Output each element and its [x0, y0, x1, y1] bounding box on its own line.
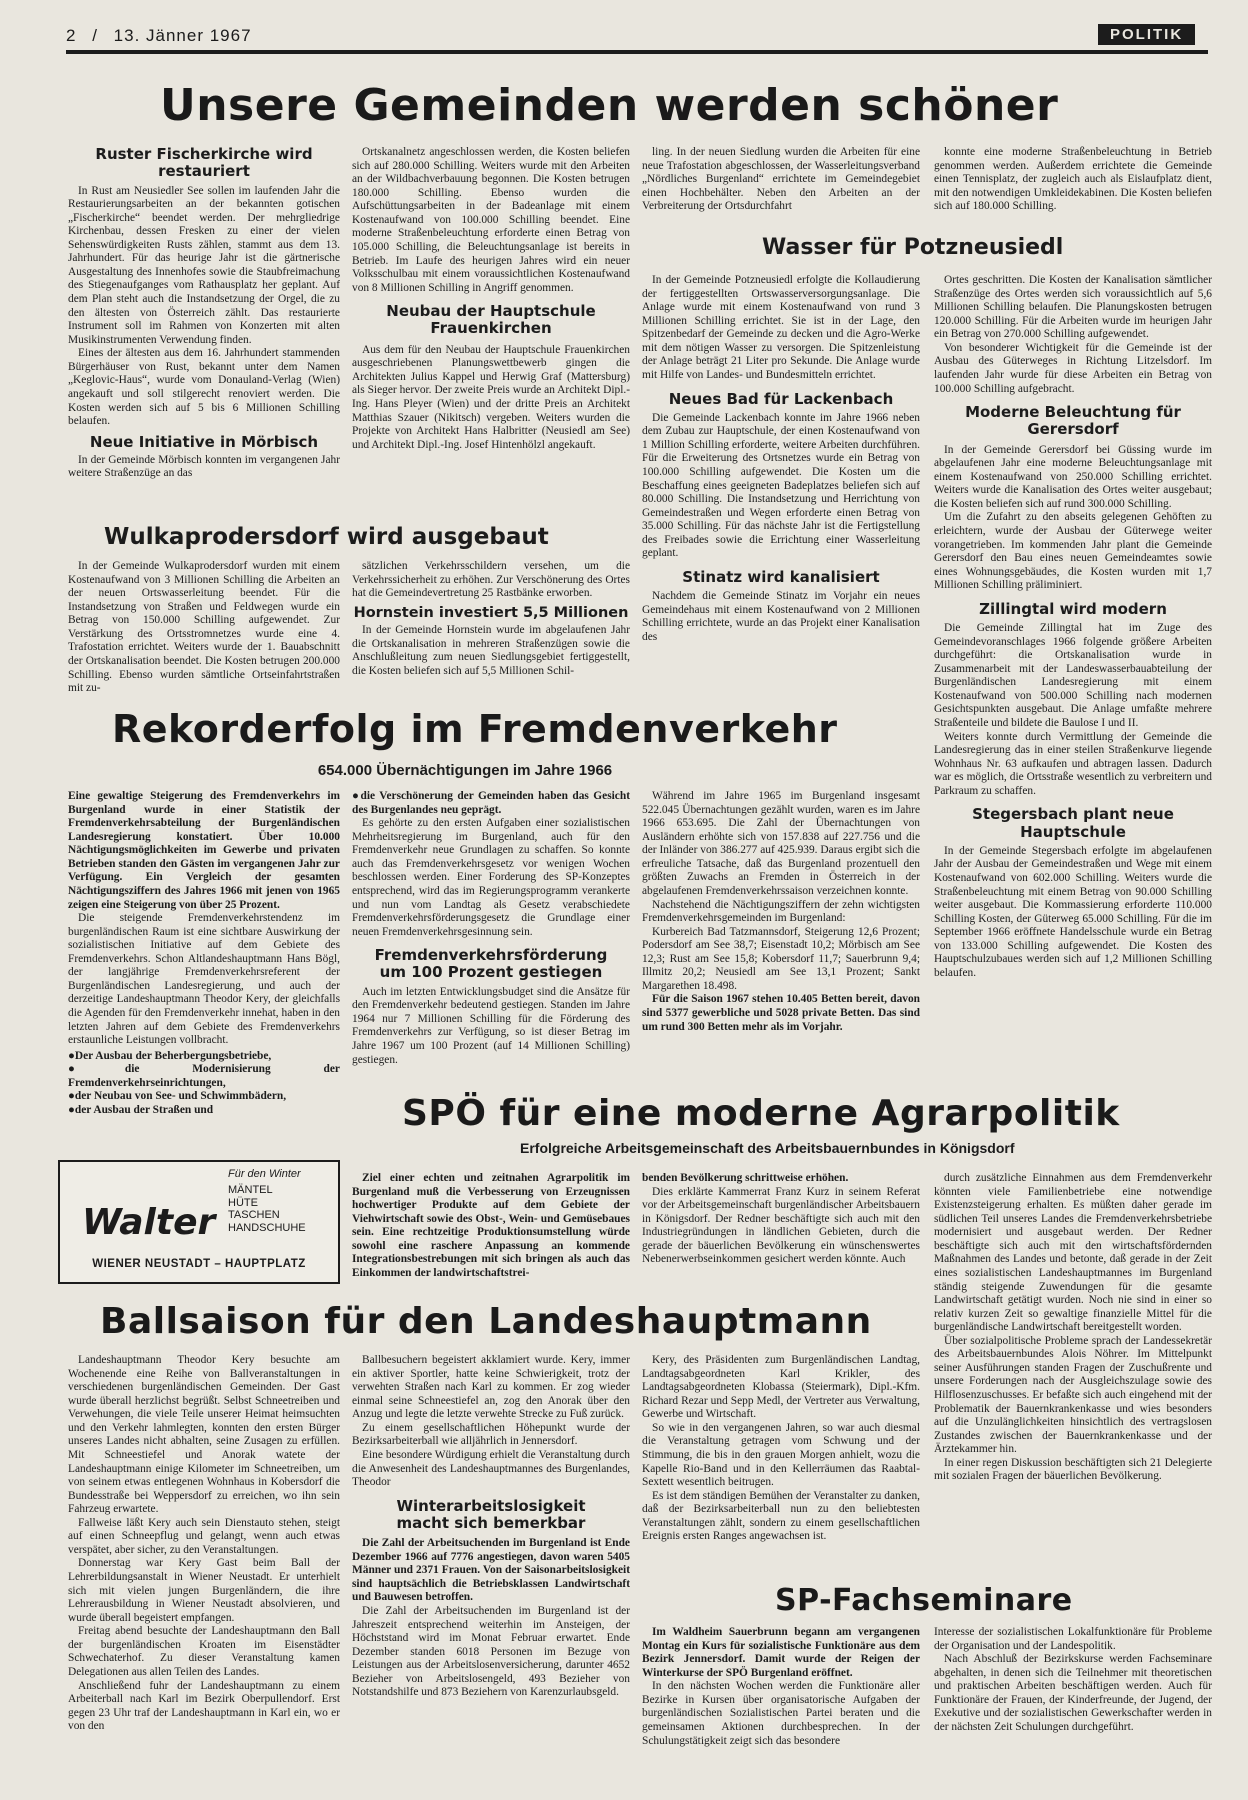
- subheadline-uebernaechtigungen: 654.000 Übernächtigungen im Jahre 1966: [317, 762, 613, 779]
- paragraph: Die Gemeinde Lackenbach konnte im Jahre 1966 neben dem Zubau zur Hauptschule, der einen Kostenaufwand von 1 Million Schilling erforderte, weitere Arbeiten durchführen. Für die Erweiterung des Ortsnetzes wurde ein Betrag von 100.000 Schilling aufgewendet. Die Kosten um die Beschaffung eines geeigneten Badeplatzes beliefen sich auf 80.000 Schilling. Die Instandsetzung und Herrichtung von Gemeindestraßen und Wegen erforderte einen Betrag von 35.000 Schilling. Für das nächste Jahr ist die Fertigstellung des Freibades sowie die Errichtung einer Wasserleitung geplant.: [642, 411, 920, 560]
- paragraph: Donnerstag war Kery Gast beim Ball der Lehrerbildungsanstalt in Wiener Neustadt. Er unterhielt sich mit vielen jungen Burgenländern, die ihre Lehrerausbildung in Wiener Neustadt absolvieren, und wurde überall begeistert empfangen.: [68, 1557, 340, 1624]
- article-fremdenverkehr-col-3: [642, 790, 920, 1080]
- paragraph: Interesse der sozialistischen Lokalfunktionäre für Probleme der Organisation und der Landespolitik.: [934, 1626, 1212, 1652]
- article-ballsaison-col-2: [352, 1354, 630, 1790]
- paragraph-bold: Die Zahl der Arbeitsuchenden im Burgenland ist Ende Dezember 1966 auf 7776 angestiegen, davon waren 5405 Männer und 2371 Frauen. Von der Saisonarbeitslosigkeit sind hauptsächlich die Betriebsklassen Landwirtschaft und Bauwesen betroffen.: [352, 1537, 630, 1604]
- article-gemeinden-col-4-top: [934, 146, 1212, 226]
- paragraph: So wie in den vergangenen Jahren, so war auch diesmal die Veranstaltung getragen vom Schwung und der Stimmung, die bis in den grauen Morgen anhielt, wozu die Kapelle Rio-Band und in den Kellerräumen das Raabtal-Sextett wesentlich beitrugen.: [642, 1421, 920, 1489]
- article-agrarpolitik-col-3: [642, 1172, 920, 1292]
- paragraph: ling. In der neuen Siedlung wurden die Arbeiten für eine neue Trafostation abgeschlossen, der Wasserleitungsverband „Nördliches Burgenland“ errichtete im Gemeindegebiet einen Hochbehälter. Neben den Arbeiten an der Verbreiterung der Ortsdurchfahrt: [642, 146, 920, 213]
- subheading-ruster-fischerkirche: Ruster Fischerkirche wird restauriert: [95, 146, 313, 181]
- advertisement-walter: [58, 1160, 340, 1284]
- ad-for-winter: Für den Winter: [228, 1168, 301, 1180]
- paragraph: konnte eine moderne Straßenbeleuchtung in Betrieb genommen werden. Außerdem errichtete die Gemeinde einen Tennisplatz, der zugleich auch als Eislaufplatz dient, mit den notwendigen Umkleidekabinen. Die Kosten beliefen sich auf 180.000 Schilling.: [934, 146, 1212, 213]
- subheading-moerbisch: Neue Initiative in Mörbisch: [89, 432, 319, 451]
- paragraph: Nachstehend die Nächtigungsziffern der zehn wichtigsten Fremdenverkehrsgemeinden im Burgenland:: [642, 898, 920, 925]
- paragraph: In einer regen Diskussion beschäftigten sich 21 Delegierte mit sozialen Fragen der bäuerlichen Bevölkerung.: [934, 1456, 1212, 1483]
- ad-item-list: MÄNTEL HÜTE TASCHEN HANDSCHUHE: [228, 1184, 306, 1234]
- paragraph: In den nächsten Wochen werden die Funktionäre aller Bezirke in Kursen über organisatorische Aufgaben der burgenländischen Sozialistischen Partei beraten und die gemeinsamen Aktionen durchbesprechen. In der Schulungstätigkeit zeigt sich das besondere: [642, 1680, 920, 1747]
- lead-paragraph: Im Waldheim Sauerbrunn begann am vergangenen Montag ein Kurs für sozialistische Funktionäre aus dem Bezirk Jennersdorf. Damit wurde der Reigen der Winterkurse der SPÖ Burgenland eröffnet.: [642, 1626, 920, 1679]
- bullet-item: ● die Modernisierung der Fremdenverkehrseinrichtungen,: [68, 1063, 340, 1090]
- paragraph: In der Gemeinde Wulkaprodersdorf wurden mit einem Kostenaufwand von 3 Millionen Schilling die Arbeiten an der neuen Ortswasserleitung beendet. Für die Instandsetzung von Straßen und Feldwegen wurde ein Betrag von 150.000 Schilling aufgewendet. Zur Verstärkung des Ortsstromnetzes wurde eine 4. Trafostation errichtet. Weiters wurde der 1. Bauabschnitt der Ortskanalisation beendet. Die Kosten betrugen 200.000 Schilling. Ebenso wurden sämtliche Ortseinfahrtstraßen mit zu-: [68, 560, 340, 695]
- page-number: 2: [66, 26, 77, 45]
- paragraph: Eines der ältesten aus dem 16. Jahrhundert stammenden Bürgerhäuser von Rust, bekannt unter dem Namen „Keglovic-Haus“, wurde vom Donauland-Verlag (Wien) angekauft und soll stilgerecht renoviert werden. Die Kosten werden sich auf 5 bis 6 Millionen Schilling belaufen.: [68, 347, 340, 428]
- paragraph: durch zusätzliche Einnahmen aus dem Fremdenverkehr könnten viele Familienbetriebe eine notwendige Existenzsteigerung erhalten. Es müßten daher gerade im südlichen Teil unseres Landes die Fremdenverkehrsbetriebe modernisiert und ausgebaut werden. Der Redner beschäftigte sich auch mit den wirtschaftsfördernden Maßnahmen des Landes und betonte, daß gerade in der Zeit eines sozialistischen Landeshauptmannes im Burgenland ständig steigende Zuwendungen für die gesamte Landwirtschaft getätigt wurden. Noch nie sind in einer so relativ kurzen Zeit so gewaltige finanzielle Mittel für die burgenländische Landwirtschaft bereitgestellt worden.: [934, 1172, 1212, 1334]
- article-ballsaison-col-3: [642, 1354, 920, 1586]
- article-wulkaprodersdorf-col-2: [352, 560, 630, 698]
- paragraph: In der Gemeinde Mörbisch konnten im vergangenen Jahr weitere Straßenzüge an das: [68, 453, 340, 480]
- headline-wulkaprodersdorf: Wulkaprodersdorf wird ausgebaut: [104, 524, 549, 550]
- paragraph: In Rust am Neusiedler See sollen im laufenden Jahr die Restaurierungsarbeiten an der bekannten gotischen „Fischerkirche“ beendet werden. Der mehrgliedrige Kirchenbau, dessen Fresken zu einer der vielen Sehenswürdigkeiten Rusts zählen, stammt aus dem 13. Jahrhundert. Für das heurige Jahr ist die gärtnerische Ausgestaltung des Innenhofes sowie die Staubfreimachung des Stiegenaufganges vom Rathausplatz her geplant. Auf dem Plan steht auch die Instandsetzung der Orgel, die zu den ältesten von Österreich zählt. Das restaurierte Instrument soll im Rahmen von Konzerten mit alten Musikinstrumenten Verwendung finden.: [68, 184, 340, 346]
- paragraph: In der Gemeinde Hornstein wurde im abgelaufenen Jahr die Ortskanalisation in mehreren Straßenzügen sowie die Anschlußleitung zum neuen Siedlungsgebiet fertiggestellt, die Kosten beliefen sich auf 5,5 Millionen Schil-: [352, 624, 630, 678]
- paragraph-bold: benden Bevölkerung schrittweise erhöhen.: [642, 1172, 849, 1184]
- paragraph: Kery, des Präsidenten zum Burgenländischen Landtag, Landtagsabgeordneten Karl Krikler, des Landtagsabgeordneten Klobassa (Steiermark), Dipl.-Kfm. Richard Rezar und Sepp Medl, der Vertreter aus Verwaltung, Gewerbe und Wirtschaft.: [642, 1354, 920, 1421]
- paragraph: Die Zahl der Arbeitsuchenden im Burgenland ist der Jahreszeit entsprechend weiterhin im Ansteigen, der Höchststand wird im Monat Februar erwartet. Ende Dezember standen 6018 Personen im Bezuge von Leistungen aus der Arbeitslosenversicherung, darunter 4652 Bezieher von Arbeitslosengeld, 493 Bezieher von Notstandshilfe und 873 Beziehern von Karenzurlaubsgeld.: [352, 1604, 630, 1699]
- article-gemeinden-col-2: [352, 146, 630, 510]
- ad-address: WIENER NEUSTADT – HAUPTPLATZ: [92, 1258, 306, 1270]
- article-fremdenverkehr-col-1: [68, 790, 340, 1140]
- article-fremdenverkehr-col-2: [352, 790, 630, 1080]
- paragraph: In der Gemeinde Gerersdorf bei Güssing wurde im abgelaufenen Jahr eine moderne Beleuchtungsanlage mit einem Kostenaufwand von 250.000 Schilling errichtet. Weiters wurde die Kanalisation des Ortes weiter ausgebaut; die Kosten beliefen sich auf rund 300.000 Schilling.: [934, 443, 1212, 510]
- paragraph: Ortes geschritten. Die Kosten der Kanalisation sämtlicher Straßenzüge des Ortes werden sich voraussichtlich auf 5,6 Millionen Schilling belaufen. Die Planungskosten betrugen 120.000 Schilling. Für die Arbeiten wurde im heurigen Jahr ein Betrag von 270.000 Schilling aufgewendet.: [934, 274, 1212, 341]
- bullet-item: ● Der Ausbau der Beherbergungsbetriebe,: [68, 1050, 340, 1064]
- headline-ballsaison: Ballsaison für den Landeshauptmann: [100, 1301, 872, 1342]
- paragraph: Nach Abschluß der Bezirkskurse werden Fachseminare abgehalten, in denen sich die Teilnehmer mit theoretischen und praktischen Arbeiten beschäftigen werden. Auch für Funktionäre der Frauen, der Kinderfreunde, der Jugend, der Exekutive und der sozialistischen Gewerkschafter werden in der nächsten Zeit Schulungen durchgeführt.: [934, 1653, 1212, 1733]
- paragraph: Ballbesuchern begeistert akklamiert wurde. Kery, immer ein aktiver Sportler, hatte keine Schwierigkeit, trotz der verwehten Straßen nach Karl zu kommen. Er zog wieder einmal seine Schneestiefel an, zog den Anorak über den Anzug und legte die letzte verwehte Strecke zu Fuß zurück.: [352, 1354, 630, 1421]
- headline-potzneusiedl: Wasser für Potzneusiedl: [762, 235, 1064, 260]
- article-gemeinden-col-3: [642, 274, 920, 698]
- headline-agrarpolitik: SPÖ für eine moderne Agrarpolitik: [402, 1093, 1120, 1134]
- subheading-hornstein: Hornstein investiert 5,5 Millionen: [353, 604, 629, 621]
- header-separator: /: [92, 26, 98, 45]
- paragraph-bold: Für die Saison 1967 stehen 10.405 Betten bereit, davon sind 5377 gewerbliche und 5028 private Betten. Das sind um rund 300 Betten mehr als im Vorjahr.: [642, 993, 920, 1033]
- headline-fremdenverkehr: Rekorderfolg im Fremdenverkehr: [112, 707, 838, 751]
- lead-paragraph: Ziel einer echten und zeitnahen Agrarpolitik im Burgenland muß die Verbesserung von Erzeugnissen hochwertiger Produkte auf dem Gebiete der Viehwirtschaft sowie des Obst-, Wein- und Gemüsebaues sein. Eine rechtzeitige Produktionsumstellung würde sowohl eine raschere Anpassung an kommende Integrationsbestrebungen mit sich bringen als auch das Einkommen der landwirtschaftstrei-: [352, 1172, 630, 1279]
- paragraph: Um die Zufahrt zu den abseits gelegenen Gehöften zu erleichtern, wurde der Ausbau der Güterwege weiter vorangetrieben. Im kommenden Jahr plant die Gemeinde Gerersdorf den Bau eines neuen Gemeindeamtes sowie eines Wohnungsgebäudes, die Kosten wurden mit 1,7 Millionen Schilling präliminiert.: [934, 511, 1212, 592]
- article-fachseminare-col-3: [642, 1626, 920, 1790]
- paragraph: In der Gemeinde Potzneusiedl erfolgte die Kollaudierung der fertiggestellten Ortswasserversorgungsanlage. Die Anlage wurde mit einem Kostenaufwand von rund 3 Millionen Schilling errichtet. Sie ist in der Lage, den Spitzenbedarf der Gemeinde zu decken und die Agro-Werke mit dem nötigen Wasser zu versorgen. Die Spitzenleistung der Anlage beträgt 21 Liter pro Sekunde. Die Anlage wurde mit Hilfe von Landes- und Bundesmitteln errichtet.: [642, 274, 920, 381]
- paragraph: Landeshauptmann Theodor Kery besuchte am Wochenende eine Reihe von Ballveranstaltungen in verschiedenen burgenländischen Gemeinden. Der Gast wurde überall herzlichst begrüßt. Selbst Schneetreiben und Verwehungen, die viele Teile unserer Heimat heimsuchten und den Verkehr lahmlegten, konnten den ersten Bürger unseres Landes nicht abhalten, seine Zusagen zu erfüllen. Mit Schneestiefel und Anorak watete der Landeshauptmann einige Kilometer im Schneetreiben, um von seinem etwas entlegenen Wohnhaus in Kobersdorf die Bundesstraße bei Weppersdorf zu erreichen, wo ihn sein Fahrzeug erwartete.: [68, 1354, 340, 1516]
- header-rule: [66, 50, 1208, 54]
- paragraph: Die steigende Fremdenverkehrstendenz im burgenländischen Raum ist eine sichtbare Auswirkung der sozialistischen Initiative auf dem Gebiete des Fremdenverkehrs. Schon Altlandeshauptmann Hans Bögl, der langjährige Fremdenverkehrsreferent der Burgenländischen Landesregierung, und auch der derzeitige Landeshauptmann Theodor Kery, der gleichfalls die Agenden für den Fremdenverkehr innehat, haben in den letzten Jahren auf dem Gebiete des Fremdenverkehrs erstaunliche Leistungen vollbracht.: [68, 912, 340, 1047]
- paragraph: Ortskanalnetz angeschlossen werden, die Kosten beliefen sich auf 280.000 Schilling. Weiters wurde mit den Arbeiten an der Wildbachverbauung begonnen. Die Kosten betrugen 180.000 Schilling. Ebenso wurden die Aufschüttungsarbeiten in der Badeanlage mit einem Kostenaufwand von 100.000 Schilling beendet. Eine moderne Straßenbeleuchtung erforderte einen Betrag von 105.000 Schilling, die Beleuchtungsanlage ist bereits in Betrieb. Im Laufe des heurigen Jahres wird ein neuer Volksschulbau mit einem voraussichtlichen Kostenaufwand von 8 Millionen Schilling in Angriff genommen.: [352, 146, 630, 294]
- paragraph: Von besonderer Wichtigkeit für die Gemeinde ist der Ausbau des Güterweges in Richtung Litzelsdorf. Im laufenden Jahr wurde für diese Arbeiten ein Betrag von 100.000 Schilling aufgebracht.: [934, 341, 1212, 395]
- paragraph: Es ist dem ständigen Bemühen der Veranstalter zu danken, daß der Bezirksarbeiterball nun zu den beliebtesten Veranstaltungen zählt, sondern zu einem gesellschaftlichen Ereignis ersten Ranges angewachsen ist.: [642, 1489, 920, 1543]
- subheadline-arbeitsbauernbund: Erfolgreiche Arbeitsgemeinschaft des Arbeitsbauernbundes in Königsdorf: [520, 1140, 1015, 1156]
- headline-fachseminare: SP-Fachseminare: [775, 1583, 1073, 1618]
- subheading-winterarbeitslosigkeit: Winterarbeitslosigkeit macht sich bemerkbar: [396, 1496, 586, 1532]
- paragraph: Zu einem gesellschaftlichen Höhepunkt wurde der Bezirksarbeiterball wie alljährlich in Jennersdorf.: [352, 1421, 630, 1448]
- article-wulkaprodersdorf-col-1: [68, 560, 340, 698]
- subheading-foerderung: Fremdenverkehrsförderung um 100 Prozent gestiegen: [374, 946, 608, 982]
- bullet-item: ● die Verschönerung der Gemeinden haben das Gesicht des Burgenlandes neu geprägt.: [352, 790, 630, 817]
- paragraph: In der Gemeinde Stegersbach erfolgte im abgelaufenen Jahr der Ausbau der Gemeindestraßen und Wege mit einem Kostenaufwand von 602.000 Schilling. Weiters wurde die Straßenbeleuchtung mit einem Betrag von 90.000 Schilling weiter ausgebaut. Die Kommassierung erforderte 110.000 Schilling Kosten, der Güterweg 65.000 Schilling. Für die im September 1966 eröffnete Handelsschule wurde ein Betrag von 133.000 Schilling aufgewendet. Die Kosten des Hauptschulzubaues werden sich auf 1,2 Millionen Schilling belaufen.: [934, 844, 1212, 979]
- paragraph: Die Gemeinde Zillingtal hat im Zuge des Gemeindevoranschlages 1966 folgende größere Arbeiten durchgeführt: die Ortskanalisation wurde in Zusammenarbeit mit der Landeswasserbauabteilung der Burgenländischen Landesregierung mit einem Kostenaufwand von 500.000 Schilling nach modernen Gesichtspunkten ausgebaut. Die Anlage umfaßte mehrere Straßenteile und bildete die Baulose I und II.: [934, 622, 1212, 729]
- paragraph: sätzlichen Verkehrsschildern versehen, um die Verkehrssicherheit zu erhöhen. Zur Verschönerung des Ortes hat die Gemeindevertretung 25 Rastbänke erworben.: [352, 560, 630, 600]
- paragraph: Weiters konnte durch Vermittlung der Gemeinde die Landesregierung das in einer steilen Straßenkurve liegende Wohnhaus Nr. 63 aufkaufen und abtragen lassen. Dadurch war es möglich, die Ortsstraße wesentlich zu verbreitern und Parkraum zu schaffen.: [934, 730, 1212, 797]
- article-agrarpolitik-col-4: [934, 1172, 1212, 1552]
- paragraph: Nachdem die Gemeinde Stinatz im Vorjahr ein neues Gemeindehaus mit einem Kostenaufwand von 2 Millionen Schilling errichtete, wurde an das Projekt einer Kanalisation des: [642, 590, 920, 643]
- subheading-hauptschule-frauenkirchen: Neubau der Hauptschule Frauenkirchen: [386, 302, 596, 338]
- bullet-list-continued: [352, 790, 630, 817]
- bullet-list: [68, 1050, 340, 1118]
- paragraph: Fallweise läßt Kery auch sein Dienstauto stehen, steigt auf einen Schneepflug und gelangt, wenn auch etwas verspätet, aber sicher, zu den Veranstaltungen.: [68, 1516, 340, 1556]
- subheading-stinatz: Stinatz wird kanalisiert: [682, 567, 880, 586]
- subheading-zillingtal: Zillingtal wird modern: [979, 599, 1167, 618]
- paragraph: Eine besondere Würdigung erhielt die Veranstaltung durch die Anwesenheit des Landeshauptmannes des Burgenlandes, Theodor: [352, 1448, 630, 1489]
- article-ballsaison-col-1: [68, 1354, 340, 1790]
- article-gemeinden-col-3-top: [642, 146, 920, 226]
- paragraph: Aus dem für den Neubau der Hauptschule Frauenkirchen ausgeschriebenen Planungswettbewerb gingen die Architekten Julius Kappel und Herwig Graf (Mattersburg) als Sieger hervor. Der zweite Preis wurde an Architekt Dipl.-Ing. Hans Pleyer (Wien) und der dritte Preis an Architekt Matthias Szauer (Nikitsch) vergeben. Weiters wurden die Projekte von Architekt Hans Halbritter (Neusiedl am See) und Architekt Dipl.-Ing. Josef Hintenhölzl angekauft.: [352, 343, 630, 451]
- subheading-lackenbach: Neues Bad für Lackenbach: [668, 389, 894, 408]
- article-gemeinden-col-4: [934, 274, 1212, 1088]
- lead-paragraph: Eine gewaltige Steigerung des Fremdenverkehrs im Burgenland wurde in einer Statistik der Fremdenverkehrsabteilung der Burgenländischen Landesregierung konstatiert. Über 10.000 Nächtigungsmöglichkeiten im Gewerbe und privaten Betrieben standen den Gästen im vergangenen Jahr zur Verfügung. Ein Vergleich der gesamten Nächtigungsziffern des Jahres 1966 mit jenen von 1965 zeigen eine Steigerung von über 25 Prozent.: [68, 790, 340, 911]
- bullet-item: ● der Ausbau der Straßen und: [68, 1104, 340, 1118]
- article-agrarpolitik-col-2: [352, 1172, 630, 1292]
- page-header-date-line: [66, 26, 252, 46]
- paragraph: Über sozialpolitische Probleme sprach der Landessekretär des Arbeitsbauernbundes Alois Nöhrer. Im Mittelpunkt seiner Ausführungen standen Fragen der Zuschußrente und unsere Forderungen nach der Ausgleichszulage sowie des Hilflosenzuschusses. Er befaßte sich auch eingehend mit der Problematik der Bauernkrankenkasse und wies besonders auf die Unzulänglichkeiten hinsichtlich des vertragslosen Zustandes zwischen der Bauernkrankenkasse und der Ärztekammer hin.: [934, 1334, 1212, 1456]
- paragraph: Anschließend fuhr der Landeshauptmann zu einem Arbeiterball nach Karl im Bezirk Oberpullendorf. Erst gegen 23 Uhr traf der Landeshauptmann in Karl ein, wo er von den: [68, 1679, 340, 1733]
- article-fachseminare-col-4: [934, 1626, 1212, 1790]
- subheading-gerersdorf: Moderne Beleuchtung für Gerersdorf: [965, 403, 1181, 439]
- paragraph: Auch im letzten Entwicklungsbudget sind die Ansätze für den Fremdenverkehr bedeutend gestiegen. Standen im Jahre 1964 nur 7 Millionen Schilling für die Förderung des Fremdenverkehrs zur Verfügung, so ist dieser Betrag im Jahre 1967 um 100 Prozent (auf 14 Millionen Schilling) gestiegen.: [352, 985, 630, 1066]
- section-rubric: POLITIK: [1098, 24, 1195, 45]
- paragraph: Dies erklärte Kammerrat Franz Kurz in seinem Referat vor der Arbeitsgemeinschaft burgenländischer Arbeitsbauern in Königsdorf. Der Redner beschäftigte sich auch mit den Industriegründungen in ländlichen Gebieten, durch die gerade der bäuerlichen Bevölkerung ein wünschenswertes Nebenerwerbseinkommen gesichert werden könnte. Auch: [642, 1185, 920, 1266]
- paragraph: Während im Jahre 1965 im Burgenland insgesamt 522.045 Übernachtungen gezählt wurden, waren es im Jahre 1966 653.695. Die Zahl der Übernachtungen von Ausländern erhöhte sich von 157.838 auf 227.756 und die der Inländer von 386.277 auf 425.939. Daraus ergibt sich die erfreuliche Tatsache, daß das Burgenland prozentuell den größten Zuwachs an Fremden in Österreich in der abgelaufenen Fremdenverkehrssaison verzeichnen konnte.: [642, 790, 920, 897]
- paragraph: Freitag abend besuchte der Landeshauptmann den Ball der burgenländischen Kroaten im Eisenstädter Schwechaterhof. Zu dieser Veranstaltung kamen Delegationen aus allen Teilen des Landes.: [68, 1625, 340, 1678]
- headline-gemeinden: Unsere Gemeinden werden schöner: [160, 80, 1059, 131]
- issue-date: 13. Jänner 1967: [113, 26, 252, 45]
- bullet-item: ● der Neubau von See- und Schwimmbädern,: [68, 1090, 340, 1104]
- subheading-stegersbach: Stegersbach plant neue Hauptschule: [972, 805, 1174, 841]
- ad-brand-name: Walter: [82, 1202, 216, 1243]
- paragraph: Es gehörte zu den ersten Aufgaben einer sozialistischen Mehrheitsregierung im Burgenland, auch für den Fremdenverkehr neue Grundlagen zu schaffen. So konnte auch das Fremdenverkehrsgesetz vor wenigen Wochen beschlossen werden. Einer Forderung des SP-Konzeptes entsprechend, wird das im Regierungsprogramm verankerte und nun vom Landtag als Gesetz verabschiedete Fremdenverkehrsförderungsgesetz die Grundlage einer neuen Fremdenverkehrsgesinnung sein.: [352, 817, 630, 938]
- paragraph: Kurbereich Bad Tatzmannsdorf, Steigerung 12,6 Prozent; Podersdorf am See 38,7; Eisenstadt 10,2; Mörbisch am See 12,3; Rust am See 15,8; Kobersdorf 11,7; Sauerbrunn 9,4; Illmitz 20,2; Neusiedl am See 13,1 Prozent; Sankt Margarethen 18.498.: [642, 925, 920, 992]
- article-gemeinden-col-1: [68, 146, 340, 510]
